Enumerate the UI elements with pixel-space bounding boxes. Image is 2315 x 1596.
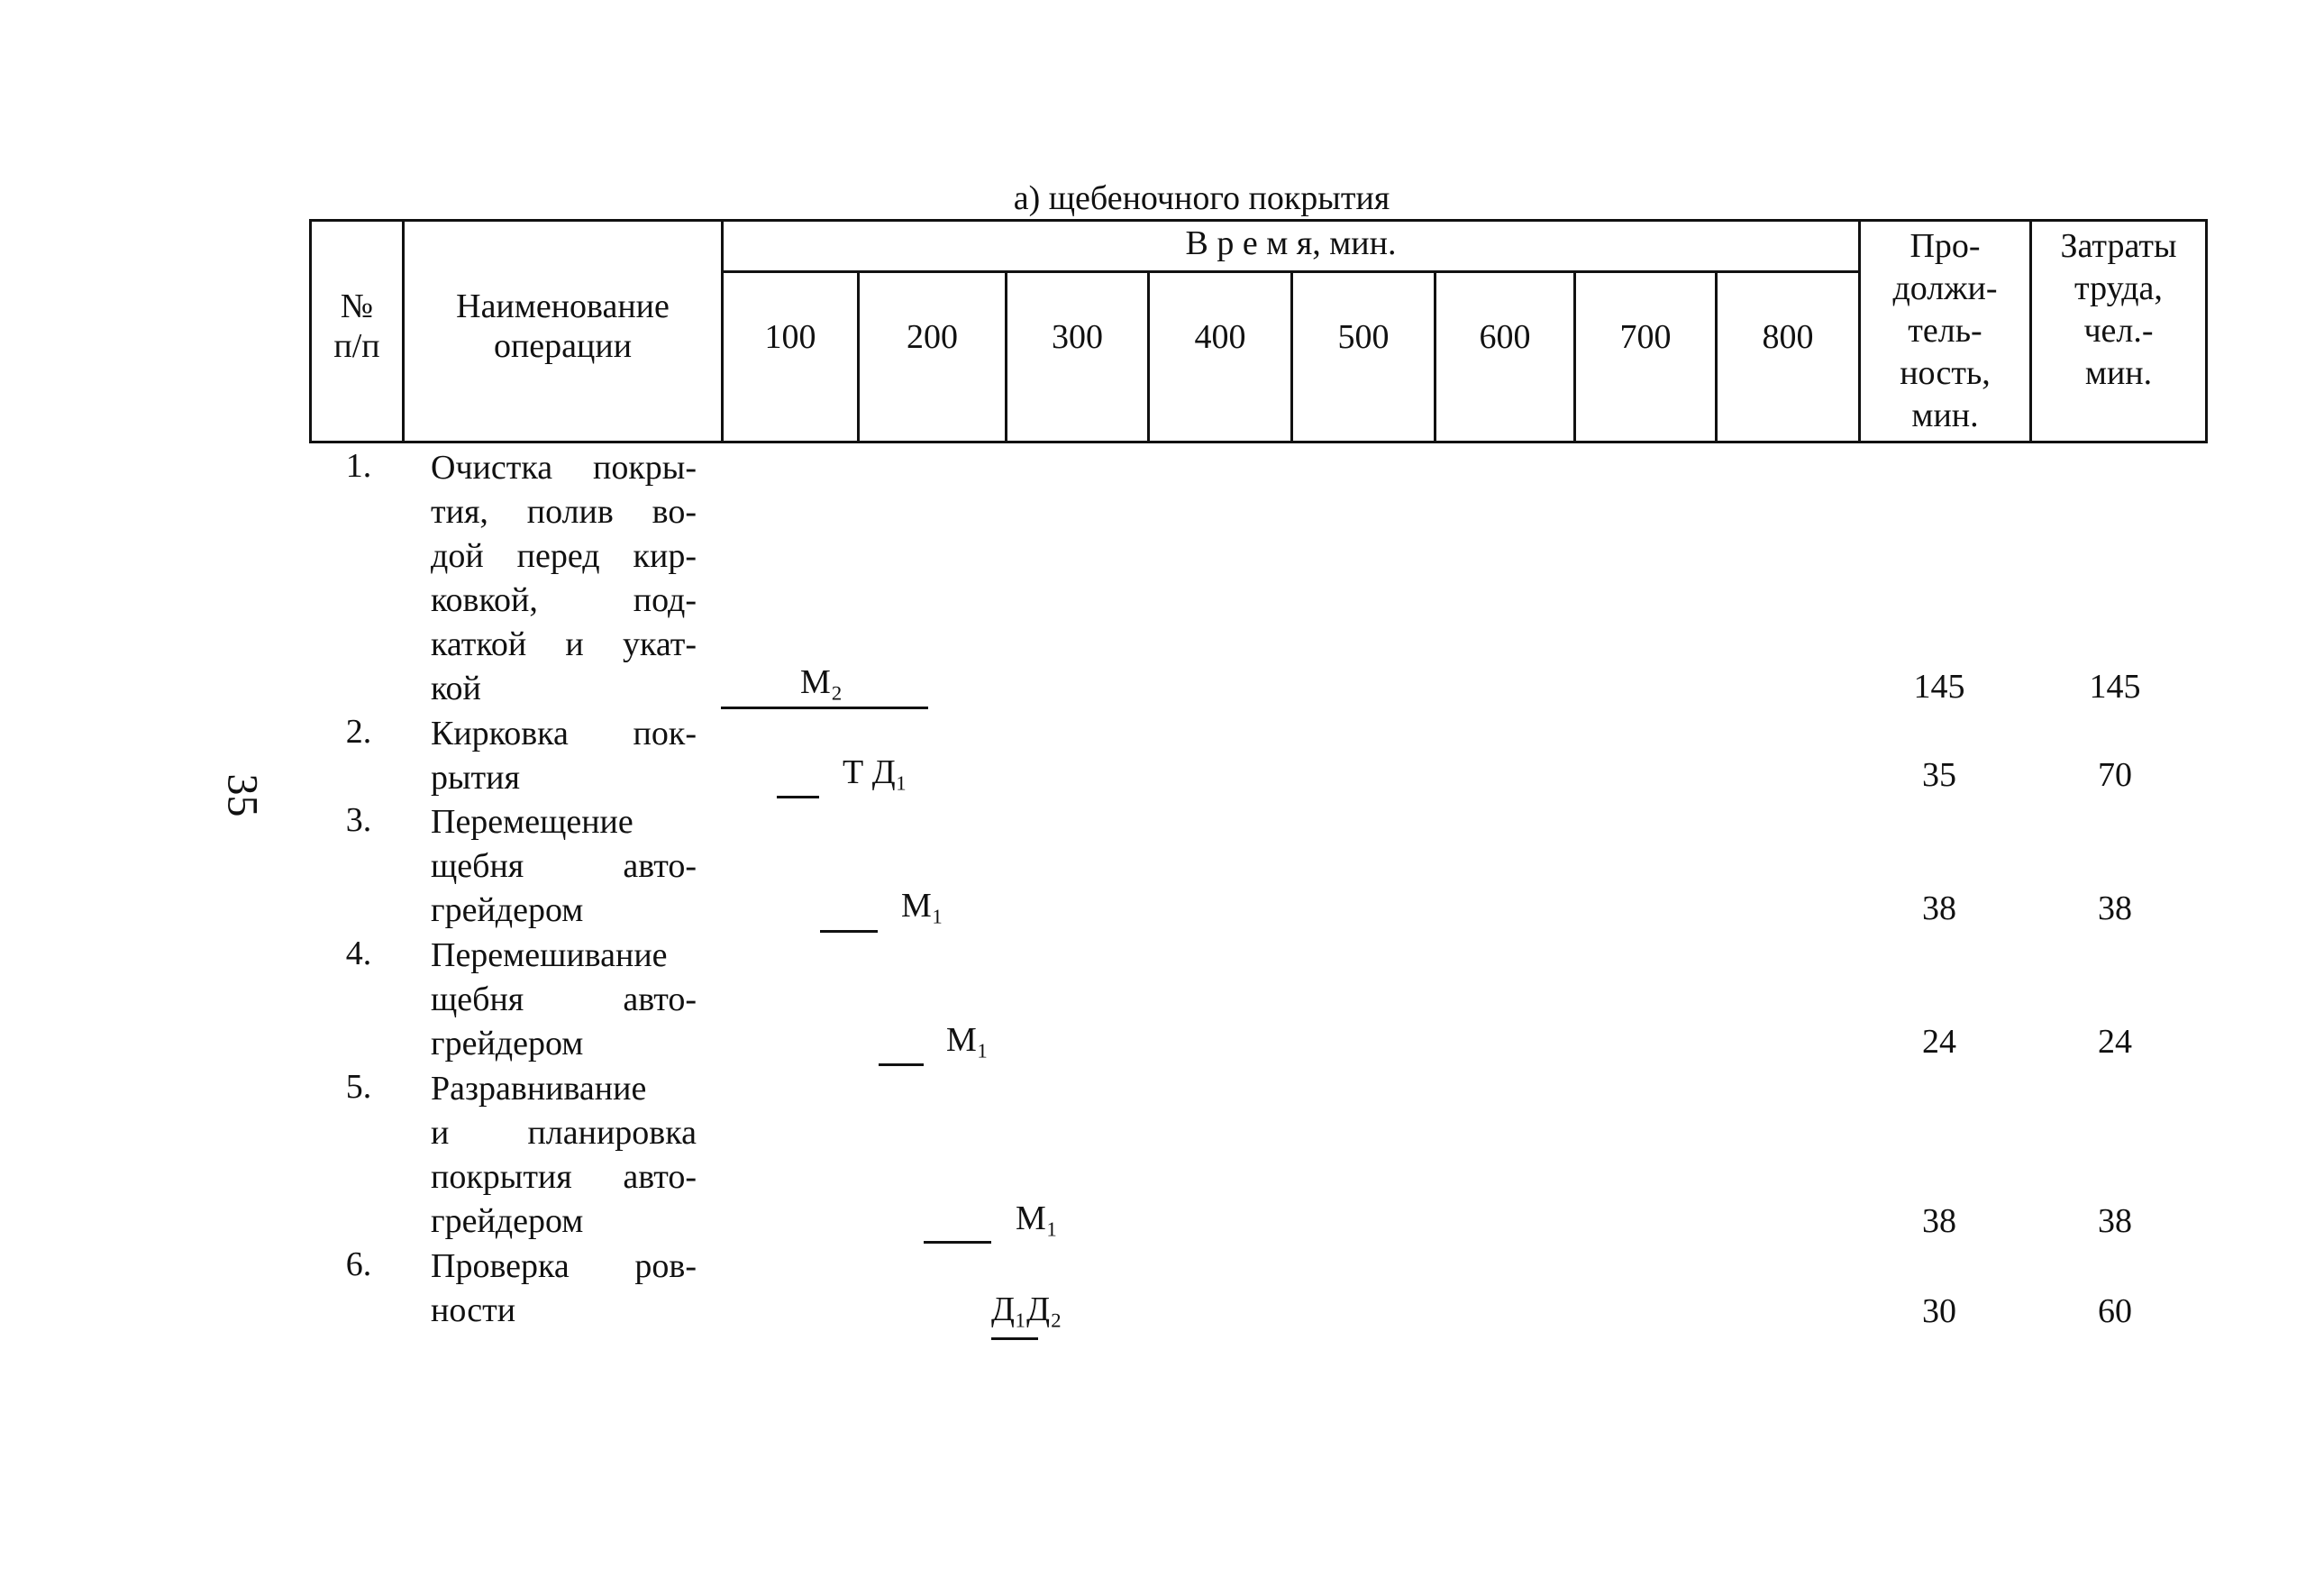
- table-caption: а) щебеночного покрытия: [1013, 179, 1390, 217]
- row-number: 4.: [345, 935, 372, 972]
- gantt-bar-label: М₁: [946, 1021, 989, 1059]
- labor-value: 24: [2098, 1023, 2132, 1061]
- gantt-bar: [721, 707, 928, 709]
- duration-value: 38: [1922, 889, 1956, 927]
- header-labor: Затраты труда, чел.- мин.: [2060, 227, 2177, 392]
- labor-value: 70: [2098, 756, 2132, 794]
- time-tick: 700: [1619, 318, 1672, 356]
- gantt-bar-label: Т Д₁: [843, 753, 907, 791]
- gantt-bar: [777, 796, 819, 798]
- labor-value: 60: [2098, 1292, 2132, 1330]
- row-number: 3.: [345, 801, 372, 839]
- gantt-bar-label: М₁: [901, 887, 944, 925]
- time-tick: 100: [764, 318, 816, 356]
- duration-value: 24: [1922, 1023, 1956, 1061]
- time-tick: 300: [1052, 318, 1103, 356]
- operation-name: Очистка покры- тия, полив во- дой перед кир- ковкой, под- каткой и укат- кой: [431, 449, 697, 707]
- time-tick: 200: [907, 318, 958, 356]
- time-tick: 500: [1337, 318, 1390, 356]
- time-tick: 800: [1762, 318, 1814, 356]
- row-number: 6.: [345, 1245, 372, 1283]
- row-number: 1.: [345, 447, 372, 485]
- duration-value: 38: [1922, 1202, 1956, 1240]
- page-number: 35: [218, 773, 267, 817]
- row-number: 2.: [345, 713, 372, 751]
- operation-name: Разравнивание и планировка покрытия авто- грейдером: [431, 1070, 697, 1240]
- gantt-bar: [820, 930, 878, 933]
- operation-name: Кирковка пок- рытия: [431, 715, 697, 797]
- gantt-bar: [879, 1063, 924, 1066]
- gantt-bar-label: Д₁Д₂: [991, 1290, 1062, 1328]
- header-time: В р е м я, мин.: [1185, 224, 1397, 262]
- labor-value: 38: [2098, 889, 2132, 927]
- gantt-bar-label: М₁: [1016, 1199, 1059, 1237]
- duration-value: 145: [1913, 668, 1965, 706]
- time-tick: 400: [1194, 318, 1246, 356]
- row-number: 5.: [345, 1068, 372, 1106]
- header-number: № п/п: [333, 287, 380, 365]
- time-tick: 600: [1479, 318, 1531, 356]
- operation-name: Проверка ров- ности: [431, 1247, 697, 1329]
- duration-value: 35: [1922, 756, 1956, 794]
- operation-name: Перемещение щебня авто- грейдером: [431, 803, 697, 929]
- labor-value: 38: [2098, 1202, 2132, 1240]
- header-operation-name: Наименование операции: [456, 287, 670, 365]
- operation-name: Перемешивание щебня авто- грейдером: [431, 936, 697, 1062]
- gantt-bar-label: М₂: [800, 663, 843, 701]
- gantt-bar: [924, 1241, 991, 1244]
- gantt-bar: [991, 1337, 1038, 1340]
- duration-value: 30: [1922, 1292, 1956, 1330]
- labor-value: 145: [2089, 668, 2141, 706]
- header-duration: Про- должи- тель- ность, мин.: [1892, 227, 1998, 434]
